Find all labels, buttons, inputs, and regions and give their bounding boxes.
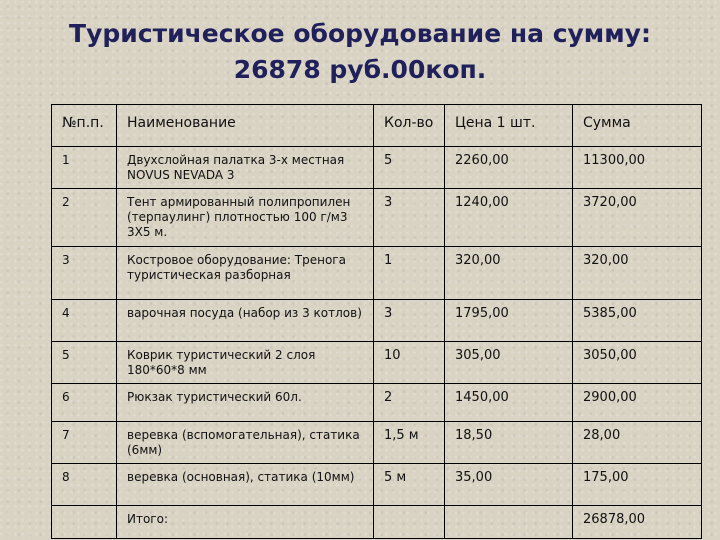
table-row [52, 247, 702, 300]
row-quantity: 3 [374, 300, 445, 342]
row-sum: 5385,00 [573, 300, 702, 342]
row-price: 305,00 [445, 342, 573, 384]
total-sum: 26878,00 [573, 506, 702, 539]
row-quantity: 10 [374, 342, 445, 384]
row-number: 3 [52, 247, 117, 300]
row-sum: 28,00 [573, 422, 702, 464]
total-number-cell [52, 506, 117, 539]
header-number: №п.п. [52, 105, 117, 147]
row-sum: 2900,00 [573, 384, 702, 422]
row-price: 320,00 [445, 247, 573, 300]
row-price: 35,00 [445, 464, 573, 506]
row-quantity: 5 м [374, 464, 445, 506]
row-number: 6 [52, 384, 117, 422]
page-title [0, 16, 720, 88]
total-label: Итого: [117, 506, 374, 539]
row-quantity: 1 [374, 247, 445, 300]
table-total-row [52, 506, 702, 539]
row-sum: 3050,00 [573, 342, 702, 384]
row-price: 2260,00 [445, 147, 573, 189]
equipment-table [51, 104, 702, 539]
row-price: 1240,00 [445, 189, 573, 247]
total-quantity-cell [374, 506, 445, 539]
row-name: Коврик туристический 2 слоя 180*60*8 мм [117, 342, 374, 384]
table-row [52, 464, 702, 506]
header-quantity: Кол-во [374, 105, 445, 147]
table-row [52, 300, 702, 342]
row-name: Рюкзак туристический 60л. [117, 384, 374, 422]
row-quantity: 5 [374, 147, 445, 189]
table-row [52, 384, 702, 422]
row-name: Костровое оборудование: Тренога туристическая разборная [117, 247, 374, 300]
row-quantity: 2 [374, 384, 445, 422]
row-number: 5 [52, 342, 117, 384]
row-quantity: 3 [374, 189, 445, 247]
title-line-2: 26878 руб.00коп. [233, 55, 487, 84]
row-name: Тент армированный полипропилен (терпаулинг) плотностью 100 г/м3 3Х5 м. [117, 189, 374, 247]
row-number: 8 [52, 464, 117, 506]
row-sum: 320,00 [573, 247, 702, 300]
row-name: веревка (вспомогательная), статика (6мм) [117, 422, 374, 464]
row-price: 1795,00 [445, 300, 573, 342]
row-name: варочная посуда (набор из 3 котлов) [117, 300, 374, 342]
table-row [52, 342, 702, 384]
row-name: веревка (основная), статика (10мм) [117, 464, 374, 506]
row-quantity: 1,5 м [374, 422, 445, 464]
table-row [52, 147, 702, 189]
row-sum: 175,00 [573, 464, 702, 506]
row-name: Двухслойная палатка 3-х местная NOVUS NEVADA 3 [117, 147, 374, 189]
header-sum: Сумма [573, 105, 702, 147]
row-price: 1450,00 [445, 384, 573, 422]
total-price-cell [445, 506, 573, 539]
row-number: 1 [52, 147, 117, 189]
row-sum: 11300,00 [573, 147, 702, 189]
table-header-row [52, 105, 702, 147]
header-price: Цена 1 шт. [445, 105, 573, 147]
table-row [52, 189, 702, 247]
title-line-1: Туристическое оборудование на сумму: [69, 19, 651, 48]
row-number: 2 [52, 189, 117, 247]
row-price: 18,50 [445, 422, 573, 464]
table-row [52, 422, 702, 464]
row-sum: 3720,00 [573, 189, 702, 247]
row-number: 7 [52, 422, 117, 464]
row-number: 4 [52, 300, 117, 342]
header-name: Наименование [117, 105, 374, 147]
